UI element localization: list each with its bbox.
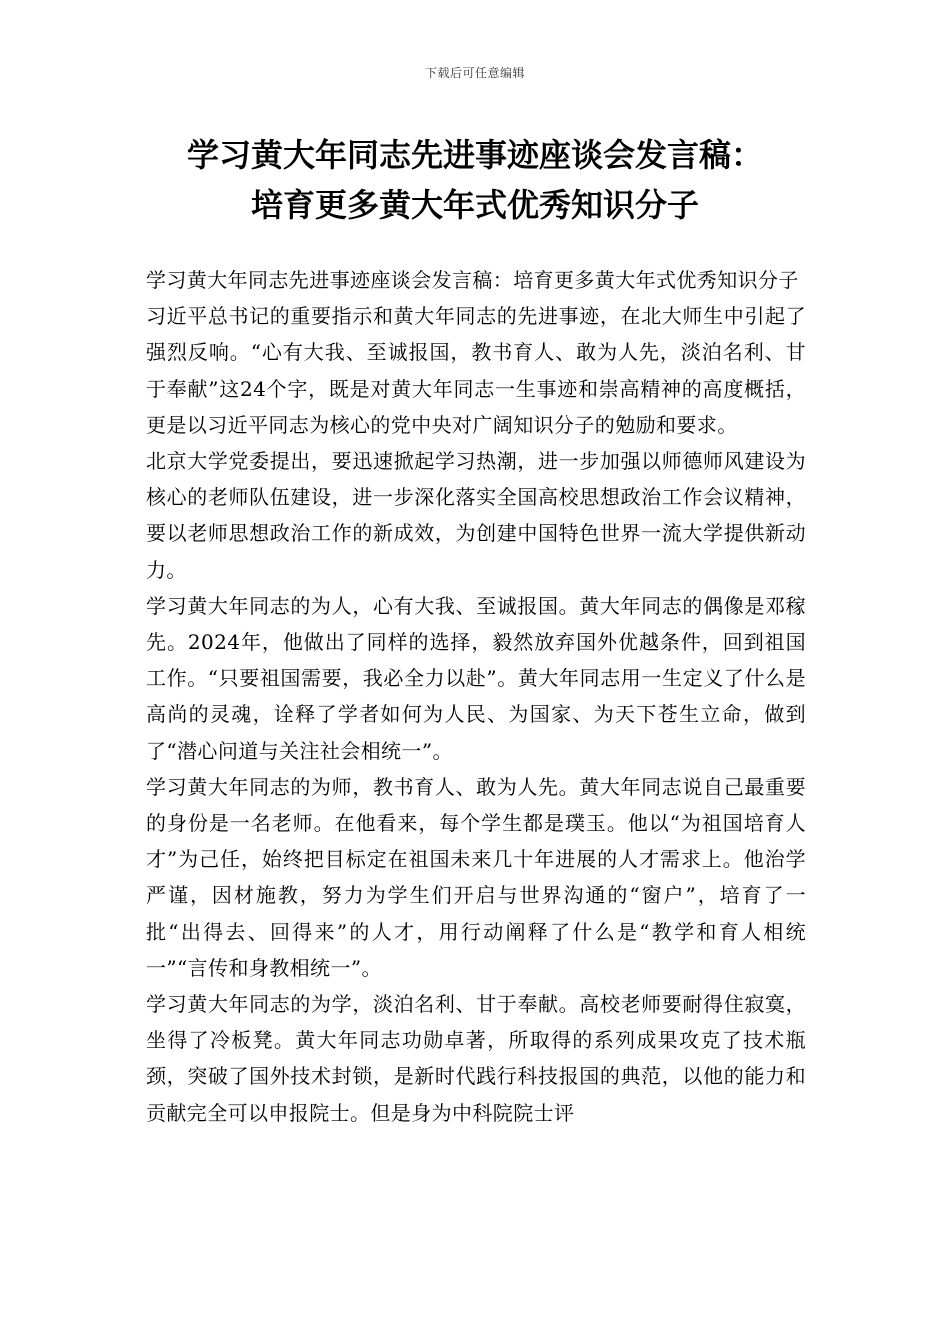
paragraph: 北京大学党委提出，要迅速掀起学习热潮，进一步加强以师德师风建设为核心的老师队伍建设，进一步深化落实全国高校思想政治工作会议精神，要以老师思想政治工作的新成效，为创建中国特色世界一流大学提供新动力。 (146, 449, 806, 582)
paragraph-subtitle: 学习黄大年同志先进事迹座谈会发言稿：培育更多黄大年式优秀知识分子 (146, 268, 799, 292)
document-body (146, 262, 806, 1131)
title-line-1: 学习黄大年同志先进事迹座谈会发言稿： (186, 136, 763, 174)
paragraph: 习近平总书记的重要指示和黄大年同志的先进事迹，在北大师生中引起了强烈反响。“心有大我、至诚报国，教书育人、敢为人先，淡泊名利、甘于奉献”这24个字，既是对黄大年同志一生事迹和崇高精神的高度概括，更是以习近平同志为核心的党中央对广阔知识分子的勉励和要求。 (146, 304, 806, 437)
title-line-2: 培育更多黄大年式优秀知识分子 (250, 186, 699, 224)
paragraph: 学习黄大年同志的为人，心有大我、至诚报国。黄大年同志的偶像是邓稼先。2024年，他做出了同样的选择，毅然放弃国外优越条件，回到祖国工作。“只要祖国需要，我必全力以赴”。黄大年同志用一生定义了什么是高尚的灵魂，诠释了学者如何为人民、为国家、为天下苍生立命，做到了“潜心问道与关注社会相统一”。 (146, 593, 806, 763)
header-note: 下载后可任意编辑 (424, 66, 525, 80)
paragraph: 学习黄大年同志的为学，淡泊名利、甘于奉献。高校老师要耐得住寂寞，坐得了冷板凳。黄大年同志功勋卓著，所取得的系列成果攻克了技术瓶颈，突破了国外技术封锁，是新时代践行科技报国的典范，以他的能力和贡献完全可以申报院士。但是身为中科院院士评 (146, 992, 806, 1125)
document-title (100, 130, 850, 230)
paragraph: 学习黄大年同志的为师，教书育人、敢为人先。黄大年同志说自己最重要的身份是一名老师。在他看来，每个学生都是璞玉。他以“为祖国培育人才”为己任，始终把目标定在祖国未来几十年进展的人才需求上。他治学严谨，因材施教，努力为学生们开启与世界沟通的“窗户”，培育了一批“出得去、回得来”的人才，用行动阐释了什么是“教学和育人相统一”“言传和身教相统一”。 (146, 774, 806, 980)
